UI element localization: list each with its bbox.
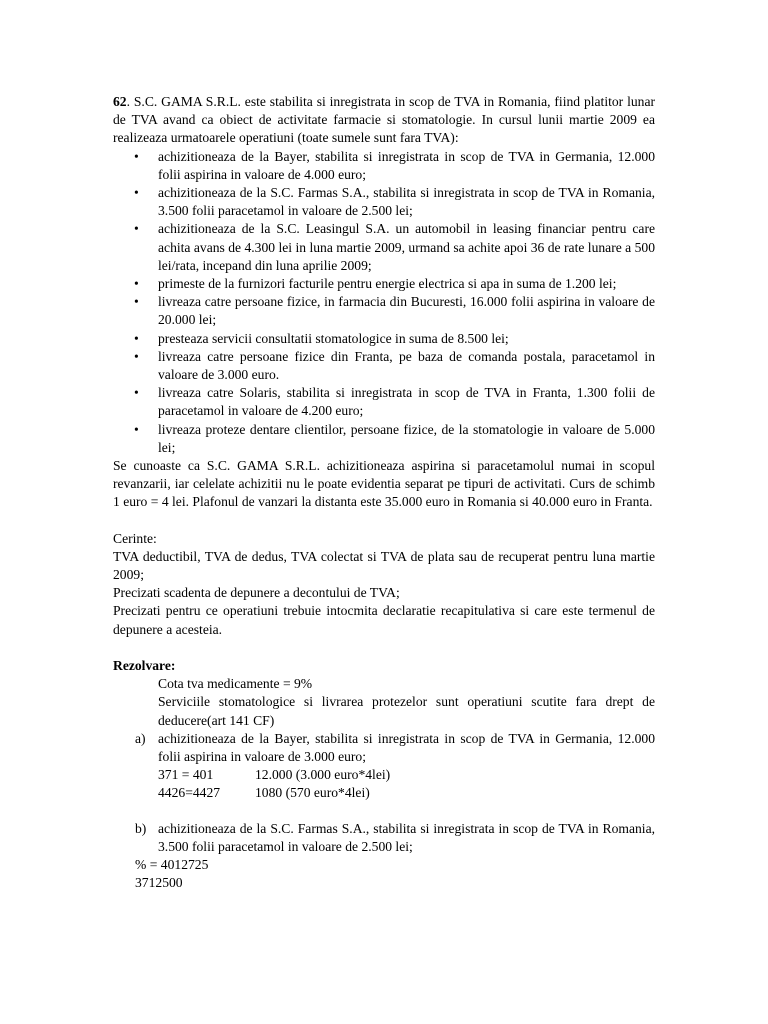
operation-text: livreaza catre persoane fizice, in farmacia din Bucuresti, 16.000 folii aspirina in valoare de 20.000 lei;	[158, 294, 655, 328]
bullet-icon: •	[134, 185, 139, 201]
bullet-icon: •	[134, 421, 139, 437]
operations-list	[113, 148, 655, 457]
entry-accounts: % = 401	[135, 856, 182, 872]
solution-heading: Rezolvare:	[113, 657, 176, 673]
list-item	[113, 275, 655, 293]
operation-text: livreaza proteze dentare clientilor, persoane fizice, de la stomatologie in valoare de 5.000 lei;	[158, 421, 655, 455]
bullet-icon: •	[134, 348, 139, 364]
solution-step-b	[113, 820, 655, 856]
entry-amount: 2500	[155, 875, 183, 891]
requirements-heading: Cerinte:	[113, 530, 157, 546]
operation-text: livreaza catre Solaris, stabilita si inregistrata in scop de TVA in Franta, 1.300 folii de paracetamol in valoare de 4.200 euro;	[158, 385, 655, 419]
operation-text: presteaza servicii consultatii stomatologice in suma de 8.500 lei;	[158, 330, 509, 346]
accounting-entry	[113, 874, 655, 892]
list-item	[113, 184, 655, 220]
solution-step-a	[113, 730, 655, 803]
operation-text: livreaza catre persoane fizice din Franta, pe baza de comanda postala, paracetamol in valoare de 3.000 euro.	[158, 348, 655, 383]
step-text: achizitioneaza de la S.C. Farmas S.A., stabilita si inregistrata in scop de TVA in Romania, 3.500 folii paracetamol in valoare de 2.500 lei;	[158, 820, 655, 854]
entry-amount: 1080 (570 euro*4lei)	[255, 785, 370, 801]
bullet-icon: •	[134, 148, 139, 164]
bullet-icon: •	[134, 276, 139, 292]
accounting-entry	[113, 856, 655, 874]
entry-accounts: 371	[135, 875, 156, 891]
accounting-entry	[158, 766, 655, 784]
accounting-entry	[158, 784, 655, 802]
operation-text: achizitioneaza de la S.C. Farmas S.A., stabilita si inregistrata in scop de TVA in Romania, 3.500 folii paracetamol in valoare de 2.500 lei;	[158, 185, 655, 219]
step-text: achizitioneaza de la Bayer, stabilita si inregistrata in scop de TVA in Germania, 12.000 folii aspirina in valoare de 3.000 euro;	[158, 730, 655, 764]
requirement-item: TVA deductibil, TVA de dedus, TVA colectat si TVA de plata sau de recuperat pentru luna martie 2009;	[113, 548, 655, 583]
list-item	[113, 330, 655, 348]
exemption-note: Serviciile stomatologice si livrarea protezelor sunt operatiuni scutite fara drept de deducere(art 141 CF)	[158, 694, 655, 728]
problem-context: Se cunoaste ca S.C. GAMA S.R.L. achizitioneaza aspirina si paracetamolul numai in scopul revanzarii, iar celelate achizitii nu le poate evidentia separat pe tipuri de activitati. Curs de schimb 1 euro = 4 lei. Plafonul de vanzari la distanta este 35.000 euro in Romania si 40.000 euro in Franta.	[113, 458, 655, 510]
document-body	[113, 93, 655, 892]
list-item	[113, 293, 655, 329]
bullet-icon: •	[134, 221, 139, 237]
problem-statement	[113, 93, 655, 148]
entry-accounts: 371 = 401	[158, 767, 214, 783]
entry-amount: 2725	[181, 856, 209, 872]
list-item	[113, 348, 655, 384]
requirement-item: Precizati scadenta de depunere a decontului de TVA;	[113, 585, 400, 601]
bullet-icon: •	[134, 385, 139, 401]
problem-intro: . S.C. GAMA S.R.L. este stabilita si inregistrata in scop de TVA in Romania, fiind platitor lunar de TVA avand ca obiect de activitate farmacie si stomatologie. In cursul lunii martie 2009 ea realizeaza urmatoarele operatiuni (toate sumele sunt fara TVA):	[113, 94, 655, 146]
bullet-icon: •	[134, 330, 139, 346]
list-item	[113, 384, 655, 420]
list-item	[113, 148, 655, 184]
operation-text: achizitioneaza de la S.C. Leasingul S.A. un automobil in leasing financiar pentru care achita avans de 4.300 lei in luna martie 2009, urmand sa achite apoi 36 de rate lunare a 500 lei/rata, incepand din luna aprilie 2009;	[158, 221, 655, 273]
entry-accounts: 4426=4427	[158, 785, 221, 801]
step-marker: a)	[135, 730, 146, 746]
step-marker: b)	[135, 820, 147, 836]
operation-text: achizitioneaza de la Bayer, stabilita si inregistrata in scop de TVA in Germania, 12.000 folii aspirina in valoare de 4.000 euro;	[158, 148, 655, 182]
bullet-icon: •	[134, 294, 139, 310]
requirement-item: Precizati pentru ce operatiuni trebuie intocmita declaratie recapitulativa si care este termenul de depunere a acesteia.	[113, 603, 655, 637]
problem-number: 62	[113, 94, 127, 109]
list-item	[113, 421, 655, 457]
list-item	[113, 220, 655, 275]
operation-text: primeste de la furnizori facturile pentru energie electrica si apa in suma de 1.200 lei;	[158, 276, 617, 292]
vat-rate-note: Cota tva medicamente = 9%	[158, 676, 313, 692]
entry-amount: 12.000 (3.000 euro*4lei)	[255, 767, 391, 783]
